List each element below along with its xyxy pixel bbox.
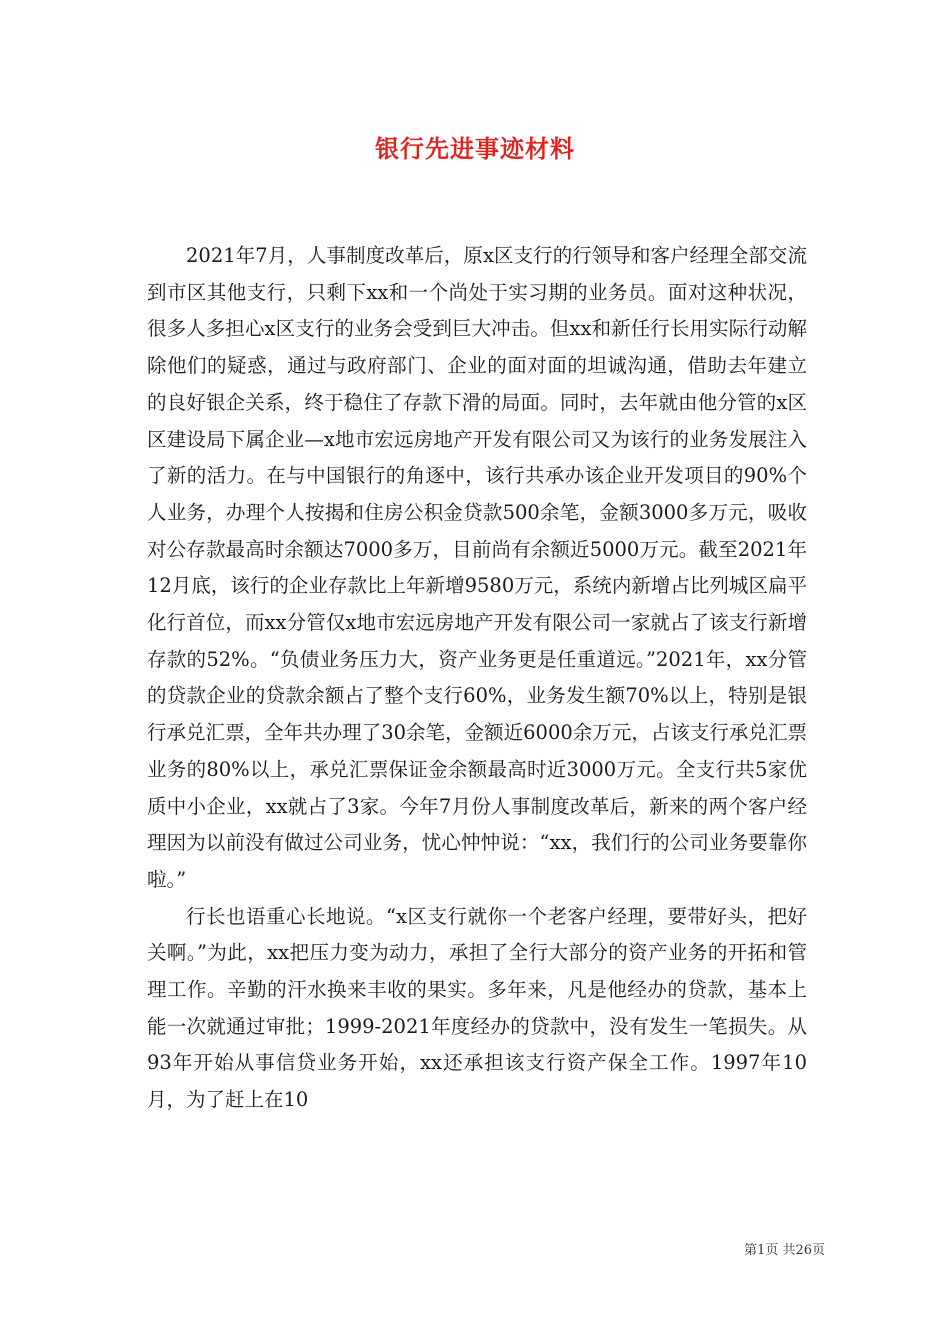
paragraph-1: 2021年7月，人事制度改革后，原x区支行的行领导和客户经理全部交流到市区其他支行，只剩下xx和一个尚处于实习期的业务员。面对这种状况，很多人多担心x区支行的业务会受到巨大冲击。但xx和新任行长用实际行动解除他们的疑惑，通过与政府部门、企业的面对面的坦诚沟通，借助去年建立的良好银企关系，终于稳住了存款下滑的局面。同时，去年就由他分管的x区区建设局下属企业—x地市宏远房地产开发有限公司又为该行的业务发展注入了新的活力。在与中国银行的角逐中，该行共承办该企业开发项目的90%个人业务，办理个人按揭和住房公积金贷款500余笔，金额3000多万元，吸收对公存款最高时余额达7000多万，目前尚有余额近5000万元。截至2021年12月底，该行的企业存款比上年新增9580万元，系统内新增占比列城区扁平化行首位，而xx分管仅x地市宏远房地产开发有限公司一家就占了该支行新增存款的52%。“负债业务压力大，资产业务更是任重道远。”2021年，xx分管的贷款企业的贷款余额占了整个支行60%，业务发生额70%以上，特别是银行承兑汇票，全年共办理了30余笔，金额近6000余万元，占该支行承兑汇票业务的80%以上，承兑汇票保证金余额最高时近3000万元。全支行共5家优质中小企业，xx就占了3家。今年7月份人事制度改革后，新来的两个客户经理因为以前没有做过公司业务，忧心忡忡说：“xx，我们行的公司业务要靠你啦。” — [147, 244, 807, 891]
paragraph-2: 行长也语重心长地说。“x区支行就你一个老客户经理，要带好头，把好关啊。”为此，xx把压力变为动力，承担了全行大部分的资产业务的开拓和管理工作。辛勤的汗水换来丰收的果实。多年来，凡是他经办的贷款，基本上能一次就通过审批；1999-2021年度经办的贷款中，没有发生一笔损失。从93年开始从事信贷业务开始，xx还承担该支行资产保全工作。1997年10月，为了赶上在10 — [147, 904, 807, 1112]
document-body — [147, 238, 807, 1119]
page-number: 第1页 共26页 — [744, 1243, 825, 1258]
document-title: 银行先进事迹材料 — [375, 134, 575, 163]
